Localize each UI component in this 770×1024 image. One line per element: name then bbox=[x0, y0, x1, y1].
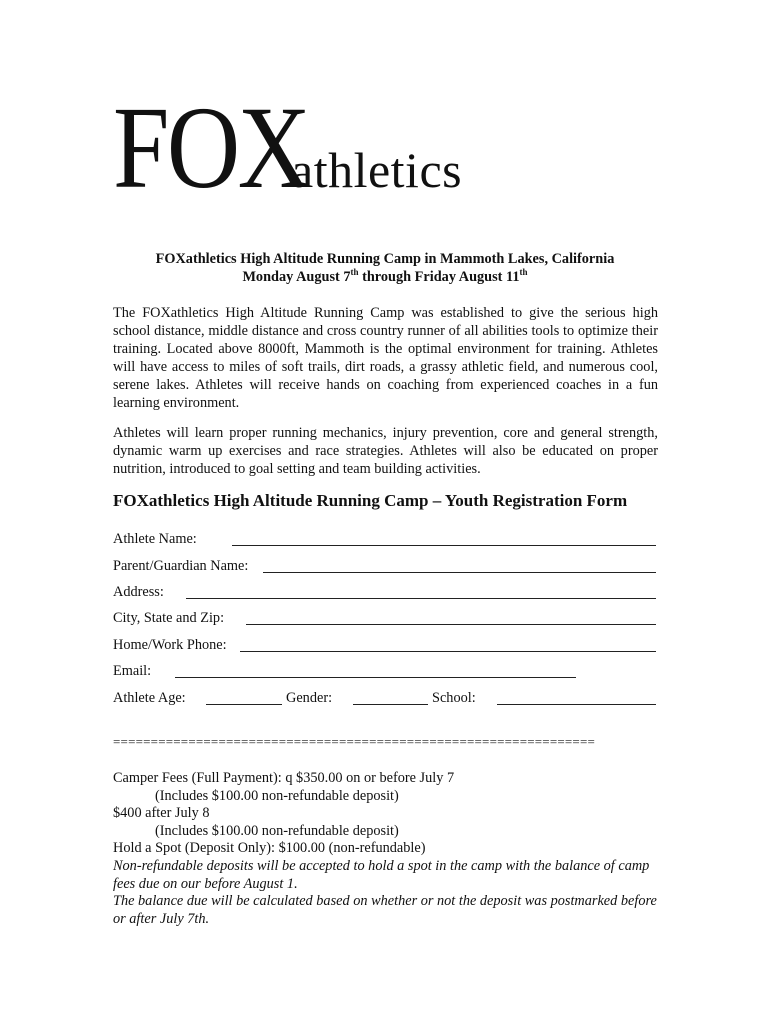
full-payment-line: Camper Fees (Full Payment): q $350.00 on or before July 7 bbox=[113, 770, 455, 786]
start-date: Monday August 7 bbox=[242, 269, 351, 285]
athlete-name-field[interactable] bbox=[232, 545, 656, 546]
school-field[interactable] bbox=[497, 704, 656, 705]
athlete-name-label: Athlete Name: bbox=[113, 531, 197, 547]
intro-paragraph-1: The FOXathletics High Altitude Running Camp was established to give the serious high school distance, middle distance and cross country runner of all abilities tools to optimize their training. Located above 8000ft, Mammoth is the optimal environment for training. Athletes will have access to miles of soft trails, dirt roads, a grassy athletic field, and numerous cool, serene lakes. Athletes will receive hands on coaching from experienced coaches in a fun learning environment. bbox=[113, 305, 658, 411]
address-field[interactable] bbox=[186, 598, 656, 599]
phone-label: Home/Work Phone: bbox=[113, 637, 227, 653]
city-state-zip-field[interactable] bbox=[246, 624, 656, 625]
intro-paragraph-2: Athletes will learn proper running mechanics, injury prevention, core and general strength, dynamic warm up exercises and race strategies. Athletes will also be educated on proper nutrition, introduced to goal setting and team building activities. bbox=[113, 425, 658, 477]
separator-line: ================================================================ bbox=[113, 734, 596, 749]
email-field[interactable] bbox=[175, 677, 576, 678]
late-payment-includes: (Includes $100.00 non-refundable deposit) bbox=[155, 822, 399, 839]
camp-dates-line bbox=[113, 268, 657, 286]
deposit-note: Non-refundable deposits will be accepted to hold a spot in the camp with the balance of camp fees due on our before August 1. bbox=[113, 857, 650, 892]
full-payment-includes: (Includes $100.00 non-refundable deposit) bbox=[155, 787, 399, 804]
school-label: School: bbox=[432, 690, 476, 706]
start-date-suffix: th bbox=[350, 267, 359, 278]
deposit-line: Hold a Spot (Deposit Only): $100.00 (non-refundable) bbox=[113, 840, 426, 857]
balance-note: The balance due will be calculated based on whether or not the deposit was postmarked before or after July 7th. bbox=[113, 893, 657, 927]
late-payment-line: $400 after July 8 bbox=[113, 805, 210, 822]
athlete-age-label: Athlete Age: bbox=[113, 690, 186, 706]
address-label: Address: bbox=[113, 584, 164, 600]
gender-label: Gender: bbox=[286, 690, 333, 706]
email-label: Email: bbox=[113, 663, 152, 679]
parent-name-field[interactable] bbox=[263, 572, 656, 573]
logo-fox-text: FOX bbox=[113, 82, 309, 213]
end-date: through Friday August 11 bbox=[358, 269, 520, 285]
athlete-age-field[interactable] bbox=[206, 704, 282, 705]
form-title: FOXathletics High Altitude Running Camp – Youth Registration Form bbox=[113, 491, 628, 510]
phone-field[interactable] bbox=[240, 651, 656, 652]
parent-name-label: Parent/Guardian Name: bbox=[113, 558, 249, 574]
end-date-suffix: th bbox=[519, 267, 528, 278]
logo-athletics-text: athletics bbox=[291, 142, 463, 198]
camp-header bbox=[113, 250, 657, 286]
camp-title-line: FOXathletics High Altitude Running Camp in Mammoth Lakes, California bbox=[155, 251, 615, 267]
city-state-zip-label: City, State and Zip: bbox=[113, 610, 225, 626]
camper-fees bbox=[113, 770, 658, 928]
gender-field[interactable] bbox=[353, 704, 428, 705]
